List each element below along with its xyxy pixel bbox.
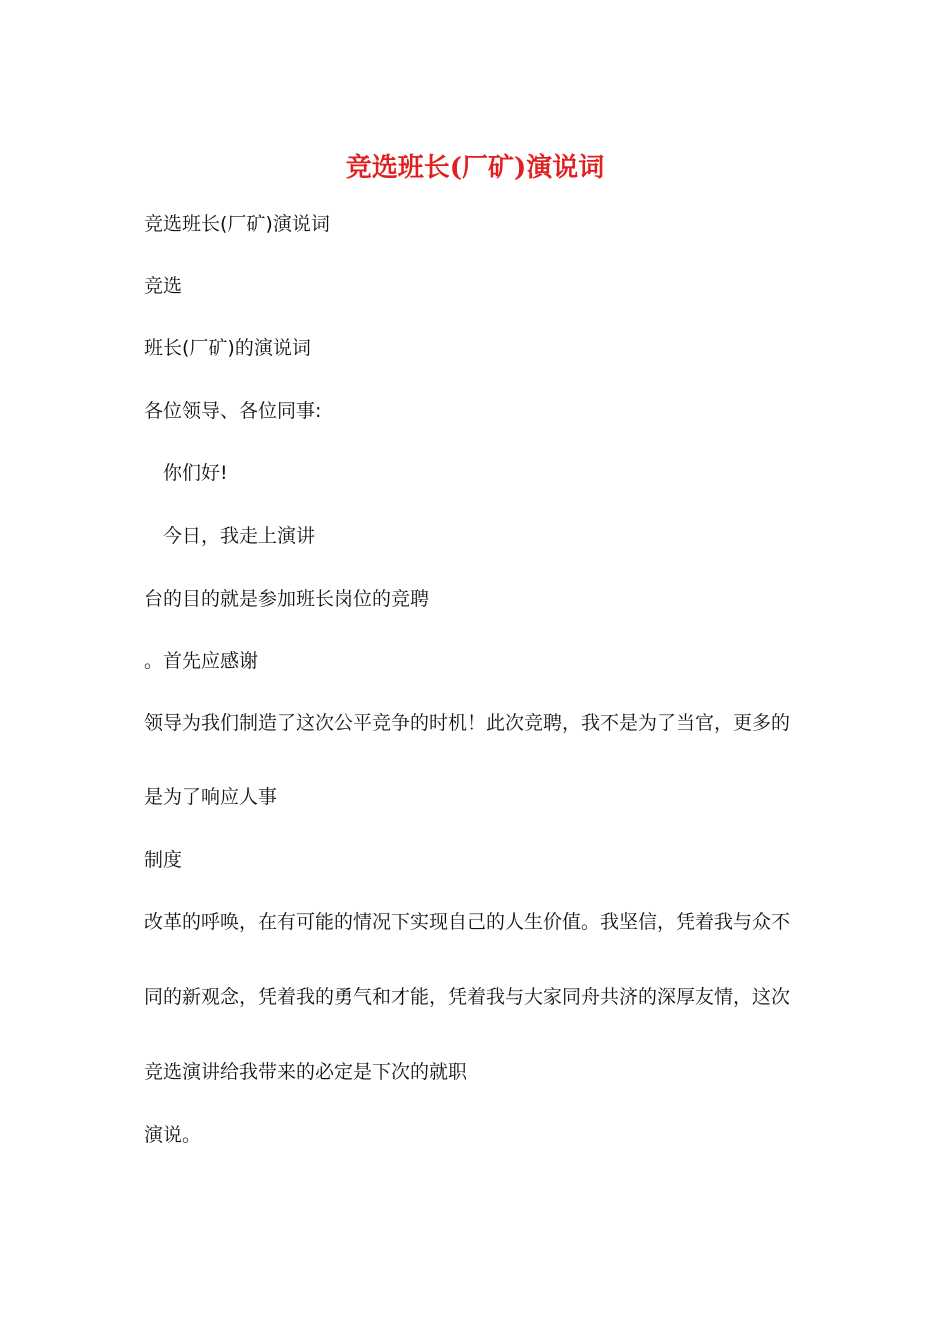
body-line: 竞选 <box>144 275 183 297</box>
body-line: 班长(厂矿)的演说词 <box>144 337 311 359</box>
body-line: 领导为我们制造了这次公平竞争的时机！此次竞聘，我不是为了当官，更多的 <box>144 712 791 734</box>
body-line: 是为了响应人事 <box>144 786 278 808</box>
body-line: 同的新观念，凭着我的勇气和才能，凭着我与大家同舟共济的深厚友情，这次 <box>144 986 791 1008</box>
body-line: 竞选班长(厂矿)演说词 <box>144 213 330 235</box>
body-line: 制度 <box>144 849 183 871</box>
body-line: 竞选演讲给我带来的必定是下次的就职 <box>144 1061 468 1083</box>
body-line: 改革的呼唤，在有可能的情况下实现自己的人生价值。我坚信，凭着我与众不 <box>144 911 791 933</box>
body-line: 各位领导、各位同事: <box>144 400 322 422</box>
document-title: 竞选班长(厂矿)演说词 <box>345 153 605 183</box>
body-line: 演说。 <box>144 1124 202 1146</box>
body-line: 。首先应感谢 <box>144 650 259 672</box>
body-line: 你们好! <box>163 462 228 484</box>
body-line: 台的目的就是参加班长岗位的竞聘 <box>144 588 430 610</box>
body-line: 今日，我走上演讲 <box>163 525 316 547</box>
